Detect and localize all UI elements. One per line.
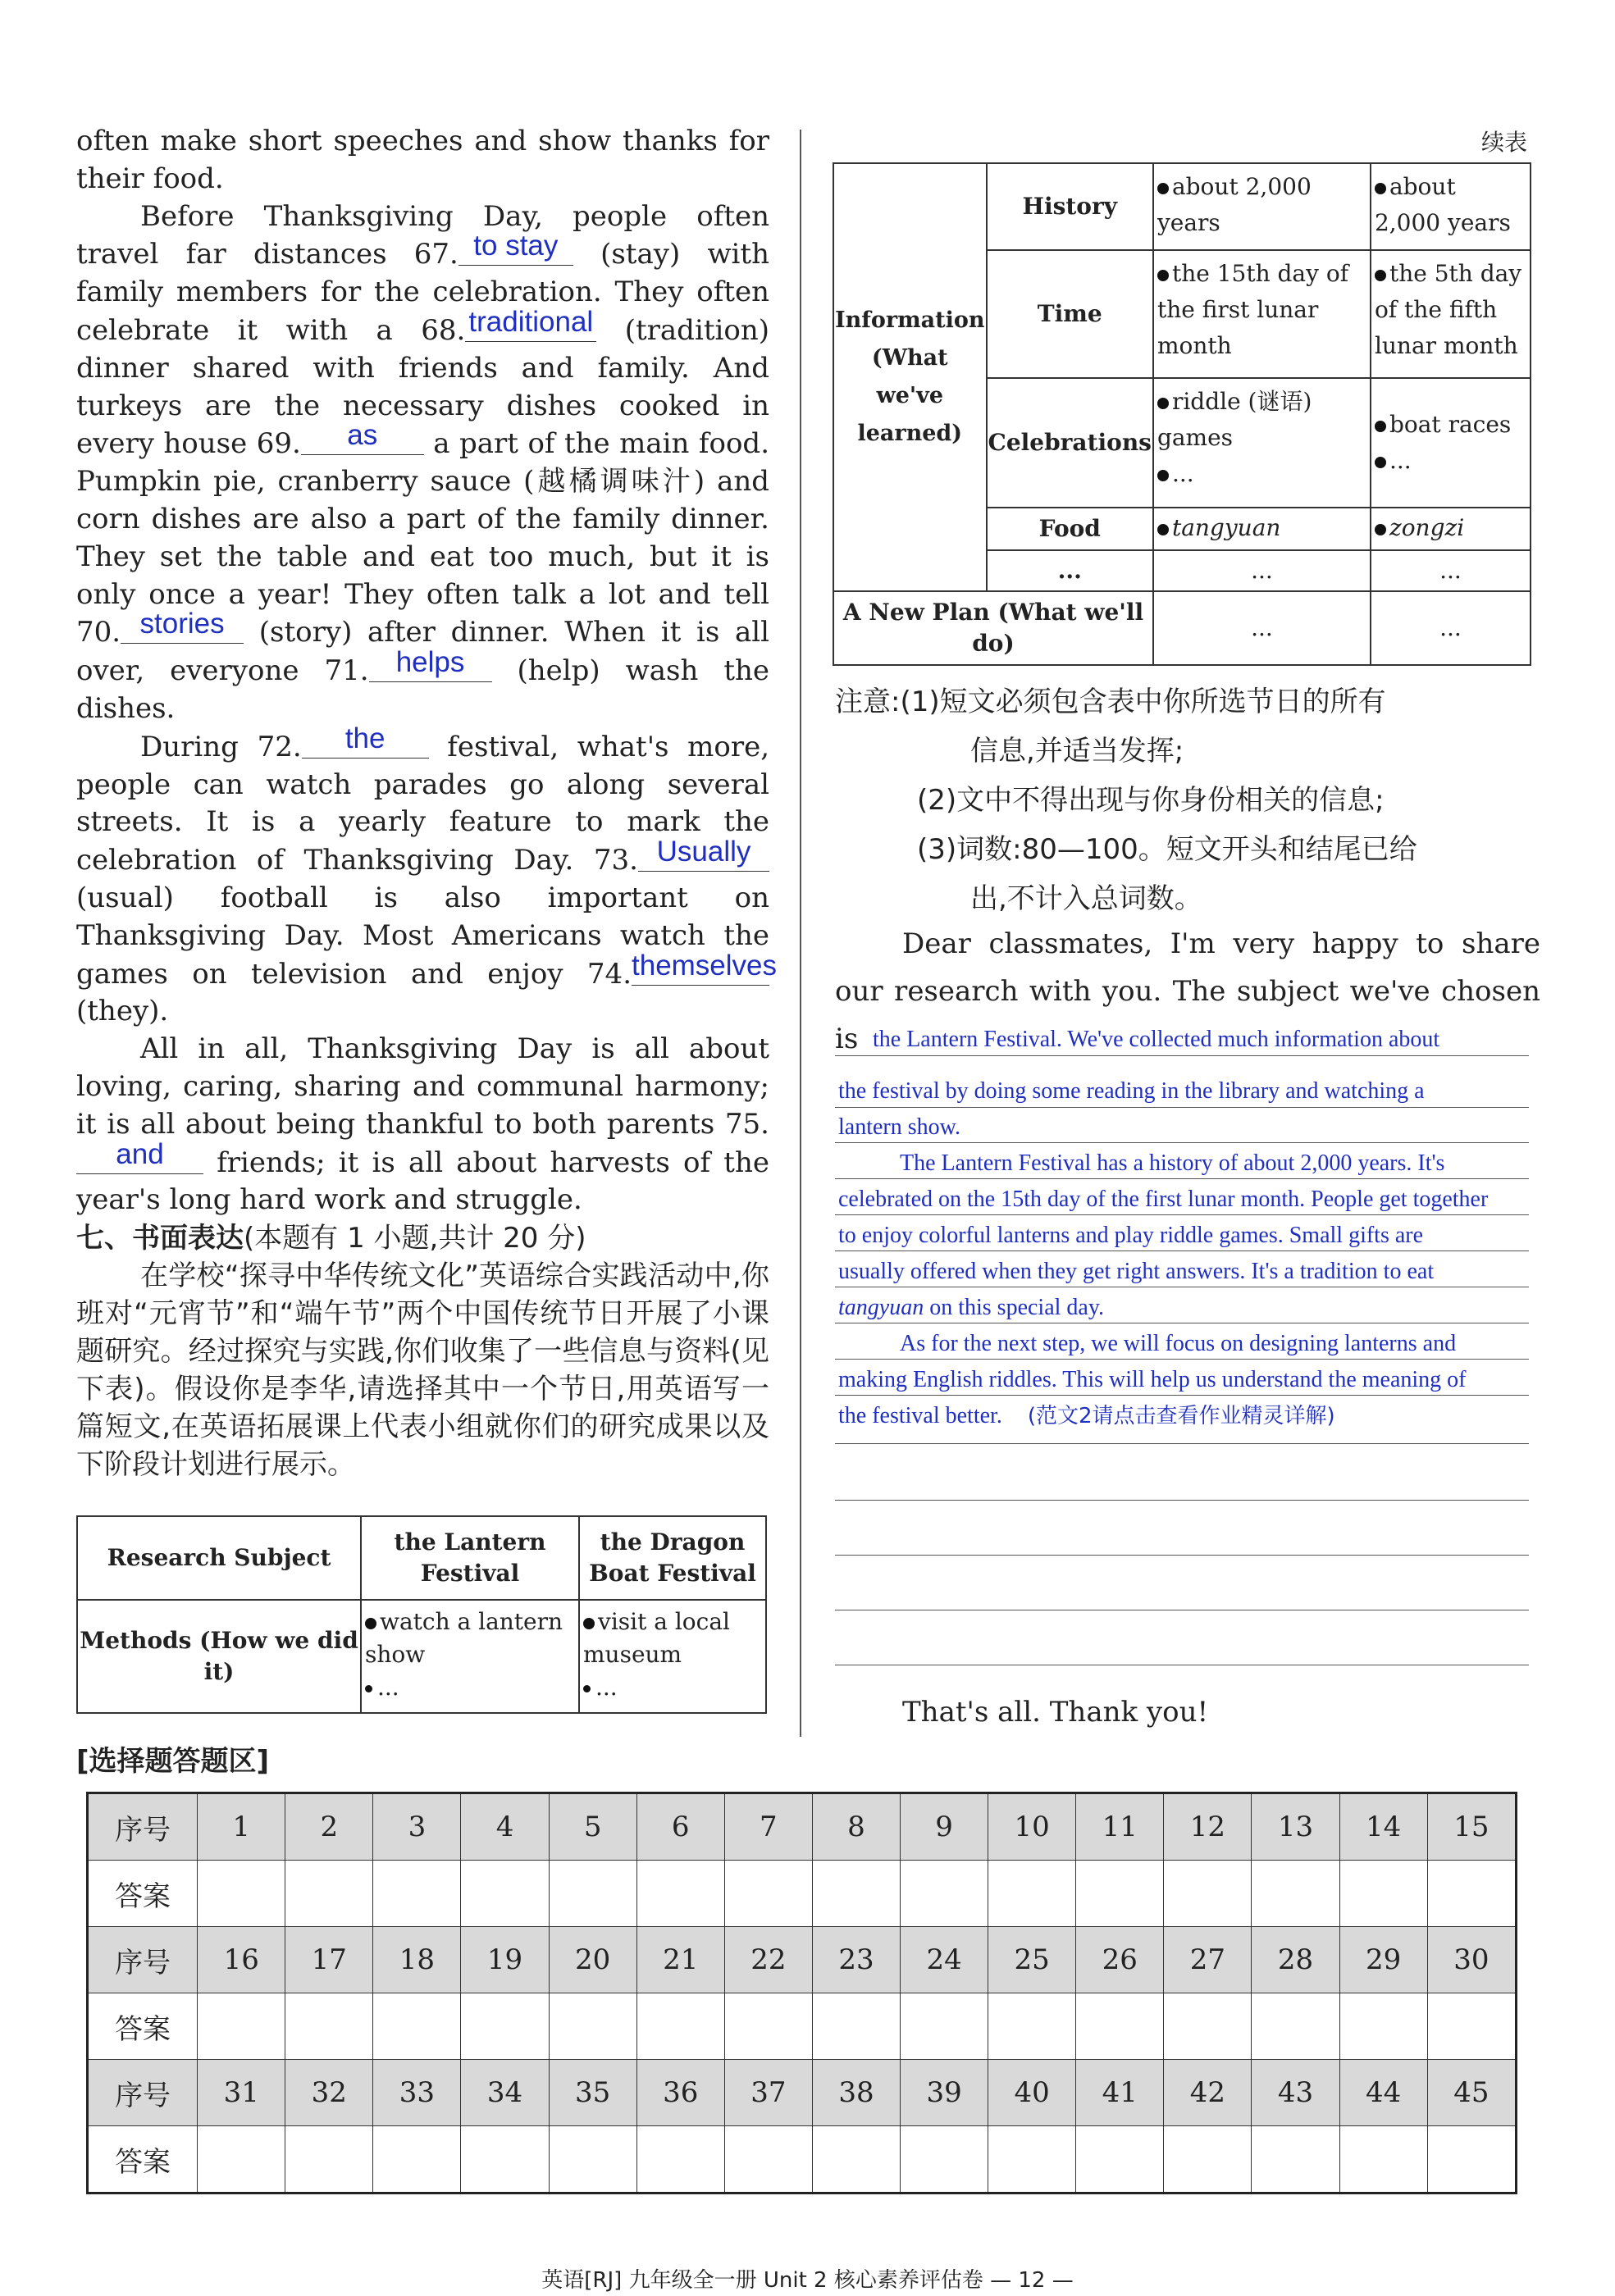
writing-line[interactable]	[835, 1500, 1529, 1501]
answer-cell[interactable]	[285, 2126, 373, 2194]
seq-number: 15	[1427, 1793, 1516, 1861]
seq-number: 2	[285, 1793, 373, 1861]
answer-area-title: [选择题答题区]	[76, 1745, 270, 1778]
bullet-icon	[1375, 421, 1386, 432]
seq-label: 序号	[88, 1927, 198, 1993]
seq-number: 38	[812, 2060, 900, 2126]
seq-number: 10	[988, 1793, 1076, 1861]
seq-number: 39	[901, 2060, 988, 2126]
plan-lantern-cell: ...	[1153, 591, 1371, 665]
ellipsis-cell: ...	[1153, 550, 1371, 591]
answer-cell[interactable]	[1164, 1861, 1252, 1927]
bullet-icon	[365, 1685, 372, 1692]
answer-cell[interactable]	[1427, 2126, 1516, 2194]
seq-label: 序号	[88, 2060, 198, 2126]
table-row-methods: Methods (How we did it)	[77, 1600, 361, 1713]
note-3-cont: 出,不计入总词数。	[970, 882, 1202, 915]
seq-row-3	[88, 2060, 1517, 2126]
answer-cell[interactable]	[901, 1993, 988, 2060]
answer-label: 答案	[88, 2126, 198, 2194]
essay-line-5: celebrated on the 15th day of the first lunar month. People get together	[838, 1187, 1489, 1212]
essay-line-9: As for the next step, we will focus on designing lanterns and	[900, 1331, 1457, 1356]
answer-row-2	[88, 1993, 1517, 2060]
seq-number: 35	[549, 2060, 636, 2126]
note-2: (2)文中不得出现与你身份相关的信息;	[917, 784, 1385, 817]
bullet-icon	[1157, 470, 1169, 481]
answer-row-3	[88, 2126, 1517, 2194]
seq-number: 19	[461, 1927, 549, 1993]
answer-cell[interactable]	[636, 1993, 724, 2060]
answer-cell[interactable]	[461, 2126, 549, 2194]
bullet-icon	[365, 1618, 376, 1629]
answer-cell[interactable]	[373, 1993, 461, 2060]
blank-69[interactable]: as	[301, 425, 424, 455]
seq-number: 26	[1076, 1927, 1164, 1993]
seq-number: 41	[1076, 2060, 1164, 2126]
table-header-subject: Research Subject	[77, 1516, 361, 1600]
essay-line-6: to enjoy colorful lanterns and play riddle games. Small gifts are	[838, 1223, 1424, 1248]
seq-number: 20	[549, 1927, 636, 1993]
seq-number: 31	[198, 2060, 285, 2126]
answer-cell[interactable]	[901, 1861, 988, 1927]
bullet-icon	[1375, 183, 1386, 194]
seq-number: 17	[285, 1927, 373, 1993]
seq-number: 6	[636, 1793, 724, 1861]
answer-cell[interactable]	[724, 1993, 812, 2060]
note-3: (3)词数:80—100。短文开头和结尾已给	[917, 833, 1417, 866]
answer-cell[interactable]	[988, 1861, 1076, 1927]
passage-para-1: often make short speeches and show thanks for their food.	[76, 125, 769, 195]
seq-number: 16	[198, 1927, 285, 1993]
seq-number: 30	[1427, 1927, 1516, 1993]
blank-67[interactable]: to stay	[458, 235, 573, 266]
seq-number: 37	[724, 2060, 812, 2126]
food-label: Food	[987, 508, 1153, 550]
seq-label: 序号	[88, 1793, 198, 1861]
seq-number: 23	[812, 1927, 900, 1993]
seq-number: 1	[198, 1793, 285, 1861]
answer-cell[interactable]	[1252, 1861, 1339, 1927]
essay-line-4: The Lantern Festival has a history of about 2,000 years. It's	[900, 1150, 1445, 1176]
blank-70[interactable]: stories	[121, 613, 244, 644]
bullet-icon	[1157, 524, 1169, 535]
writing-line[interactable]	[835, 1443, 1529, 1444]
dragon-celebration-cell: boat races ...	[1371, 378, 1531, 508]
writing-notes	[835, 677, 1540, 923]
column-divider	[800, 130, 801, 1737]
seq-number: 5	[549, 1793, 636, 1861]
writing-prompt: 在学校“探寻中华传统文化”英语综合实践活动中,你班对“元宵节”和“端午节”两个中国传统节日开展了小课题研究。经过探究与实践,你们收集了一些信息与资料(见下表)。假设你是李华,请选择其中一个节日,用英语写一篇短文,在英语拓展课上代表小组就你们的研究成果以及下阶段计划进行展示。	[76, 1260, 769, 1482]
seq-number: 42	[1164, 2060, 1252, 2126]
page-footer: 英语[RJ] 九年级全一册 Unit 2 核心素养评估卷 — 12 —	[541, 2268, 1074, 2293]
passage-para-4: All in all, Thanksgiving Day is all about loving, caring, sharing and communal harmony; it is all about being thankful to both parents 75.and friends; it is all about harvests of the year's long hard work and struggle.	[76, 1032, 769, 1217]
seq-number: 45	[1427, 2060, 1516, 2126]
table-header-lantern: the Lantern Festival	[361, 1516, 579, 1600]
lantern-history-cell: about 2,000 years	[1153, 163, 1371, 250]
essay-line-8: tangyuan on this special day.	[838, 1295, 1105, 1320]
answer-cell[interactable]	[373, 2126, 461, 2194]
answer-cell[interactable]	[461, 1993, 549, 2060]
seq-number: 40	[988, 2060, 1076, 2126]
seq-number: 22	[724, 1927, 812, 1993]
seq-number: 18	[373, 1927, 461, 1993]
blank-73[interactable]: Usually	[638, 841, 769, 872]
lantern-time-cell: the 15th day of the first lunar month	[1153, 250, 1371, 378]
seq-number: 34	[461, 2060, 549, 2126]
writing-section-title: 七、书面表达(本题有 1 小题,共计 20 分)	[76, 1222, 586, 1255]
bullet-icon	[1157, 398, 1169, 409]
seq-number: 32	[285, 2060, 373, 2126]
note-1-cont: 信息,并适当发挥;	[970, 735, 1184, 768]
answer-cell[interactable]	[1076, 1861, 1164, 1927]
bullet-icon	[1157, 183, 1169, 194]
answer-cell[interactable]	[461, 1861, 549, 1927]
lantern-method-cell: watch a lantern show ...	[361, 1600, 579, 1713]
seq-row-1	[88, 1793, 1517, 1861]
essay-line-3: lantern show.	[838, 1114, 961, 1140]
answer-cell[interactable]	[724, 2126, 812, 2194]
seq-row-2	[88, 1927, 1517, 1993]
essay-line-2: the festival by doing some reading in the library and watching a	[838, 1078, 1425, 1104]
ellipsis-cell: ...	[1371, 550, 1531, 591]
answer-cell[interactable]	[636, 1861, 724, 1927]
answer-cell[interactable]	[988, 2126, 1076, 2194]
plan-label: A New Plan (What we'll do)	[833, 591, 1153, 665]
seq-number: 44	[1339, 2060, 1427, 2126]
time-label: Time	[987, 250, 1153, 378]
seq-number: 25	[988, 1927, 1076, 1993]
answer-cell[interactable]	[812, 2126, 900, 2194]
essay-line-7: usually offered when they get right answers. It's a tradition to eat	[838, 1259, 1435, 1284]
dragon-history-cell: about 2,000 years	[1371, 163, 1531, 250]
blank-74[interactable]: themselves	[632, 955, 769, 986]
answer-cell[interactable]	[1339, 2126, 1427, 2194]
answer-cell[interactable]	[724, 1861, 812, 1927]
lantern-celebration-cell: riddle (谜语) games ...	[1153, 378, 1371, 508]
ellipsis-label: ...	[987, 550, 1153, 591]
answer-cell[interactable]	[812, 1861, 900, 1927]
history-label: History	[987, 163, 1153, 250]
seq-number: 8	[812, 1793, 900, 1861]
essay-line-11: the festival better. (范文2请点击查看作业精灵详解)	[838, 1403, 1335, 1428]
seq-number: 24	[901, 1927, 988, 1993]
continued-label: 续表	[1481, 129, 1528, 156]
seq-number: 13	[1252, 1793, 1339, 1861]
seq-number: 9	[901, 1793, 988, 1861]
bullet-icon	[1375, 524, 1386, 535]
bullet-icon	[1375, 457, 1386, 468]
seq-number: 11	[1076, 1793, 1164, 1861]
answer-cell[interactable]	[285, 1993, 373, 2060]
bullet-icon	[583, 1618, 595, 1629]
lantern-food-cell: tangyuan	[1153, 508, 1371, 550]
dragon-method-cell: visit a local museum ...	[579, 1600, 766, 1713]
dragon-time-cell: the 5th day of the fifth lunar month	[1371, 250, 1531, 378]
answer-cell[interactable]	[198, 1993, 285, 2060]
note-1: 注意:(1)短文必须包含表中你所选节日的所有	[835, 686, 1386, 718]
answer-cell[interactable]	[636, 2126, 724, 2194]
bullet-icon	[1157, 270, 1169, 281]
answer-cell[interactable]	[1339, 1993, 1427, 2060]
letter-closing: That's all. Thank you!	[902, 1696, 1209, 1729]
passage-para-2: Before Thanksgiving Day, people often travel far distances 67. to stay (stay) with family members for the celebration. They often celebrate it with a 68. traditional (tradition) dinner shared with friends and family. And turkeys are the necessary dishes cooked in every house 69. as a part of the main food. Pumpkin pie, cranberry sauce (越橘调味汁) and corn dishes are also a part of the family dinner. They set the table and eat too much, but it is only once a year! They often talk a lot and tell 70. stories (story) after dinner. When it is all over, everyone 71. helps (help) wash the dishes.	[76, 199, 770, 725]
celebrations-label: Celebrations	[987, 378, 1153, 508]
blank-68[interactable]: traditional	[465, 312, 596, 342]
methods-table	[76, 1515, 767, 1714]
answer-cell[interactable]	[988, 1993, 1076, 2060]
info-table	[833, 162, 1531, 666]
dragon-food-cell: zongzi	[1371, 508, 1531, 550]
seq-number: 27	[1164, 1927, 1252, 1993]
info-row-label: Information (What we've learned)	[833, 163, 987, 591]
seq-number: 14	[1339, 1793, 1427, 1861]
seq-number: 3	[373, 1793, 461, 1861]
answer-cell[interactable]	[198, 2126, 285, 2194]
blank-71[interactable]: helps	[369, 652, 492, 682]
letter-opening: Dear classmates, I'm very happy to share our research with you. The subject we've chosen is	[835, 927, 1540, 1055]
seq-number: 12	[1164, 1793, 1252, 1861]
blank-72[interactable]: the	[302, 728, 429, 758]
essay-note-link[interactable]: (范文2请点击查看作业精灵详解)	[1027, 1404, 1335, 1428]
answer-cell[interactable]	[901, 2126, 988, 2194]
answer-cell[interactable]	[1076, 2126, 1164, 2194]
seq-number: 33	[373, 2060, 461, 2126]
bullet-icon	[1375, 270, 1386, 281]
seq-number: 28	[1252, 1927, 1339, 1993]
answer-cell[interactable]	[1164, 1993, 1252, 2060]
writing-line[interactable]	[835, 1555, 1529, 1556]
answer-cell[interactable]	[1427, 1861, 1516, 1927]
answer-row-1	[88, 1861, 1517, 1927]
seq-number: 36	[636, 2060, 724, 2126]
answer-cell[interactable]	[549, 1861, 636, 1927]
seq-number: 7	[724, 1793, 812, 1861]
essay-line-10: making English riddles. This will help us understand the meaning of	[838, 1367, 1467, 1392]
seq-number: 29	[1339, 1927, 1427, 1993]
table-header-dragon: the Dragon Boat Festival	[579, 1516, 766, 1600]
answer-cell[interactable]	[373, 1861, 461, 1927]
seq-number: 21	[636, 1927, 724, 1993]
answer-cell[interactable]	[285, 1861, 373, 1927]
answer-cell[interactable]	[1076, 1993, 1164, 2060]
bullet-icon	[583, 1685, 591, 1692]
answer-cell[interactable]	[549, 2126, 636, 2194]
answer-cell[interactable]	[1164, 2126, 1252, 2194]
plan-dragon-cell: ...	[1371, 591, 1531, 665]
seq-number: 43	[1252, 2060, 1339, 2126]
answer-label: 答案	[88, 1993, 198, 2060]
passage-para-3: During 72. the festival, what's more, people can watch parades go along several streets. It is a yearly feature to mark the celebration of Thanksgiving Day. 73. Usually (usual) football is also important on Thanksgiving Day. Most Americans watch the games on television and enjoy 74.themselves (they).	[76, 722, 778, 1028]
answer-cell[interactable]	[1252, 2126, 1339, 2194]
answer-cell[interactable]	[1339, 1861, 1427, 1927]
answer-grid	[86, 1792, 1517, 2194]
answer-cell[interactable]	[1252, 1993, 1339, 2060]
passage-left	[76, 123, 778, 1483]
answer-cell[interactable]	[549, 1993, 636, 2060]
seq-number: 4	[461, 1793, 549, 1861]
answer-cell[interactable]	[198, 1861, 285, 1927]
blank-75[interactable]: and	[76, 1144, 203, 1174]
answer-cell[interactable]	[812, 1993, 900, 2060]
answer-cell[interactable]	[1427, 1993, 1516, 2060]
essay-line-1: the Lantern Festival. We've collected much information about	[873, 1027, 1440, 1052]
answer-label: 答案	[88, 1861, 198, 1927]
